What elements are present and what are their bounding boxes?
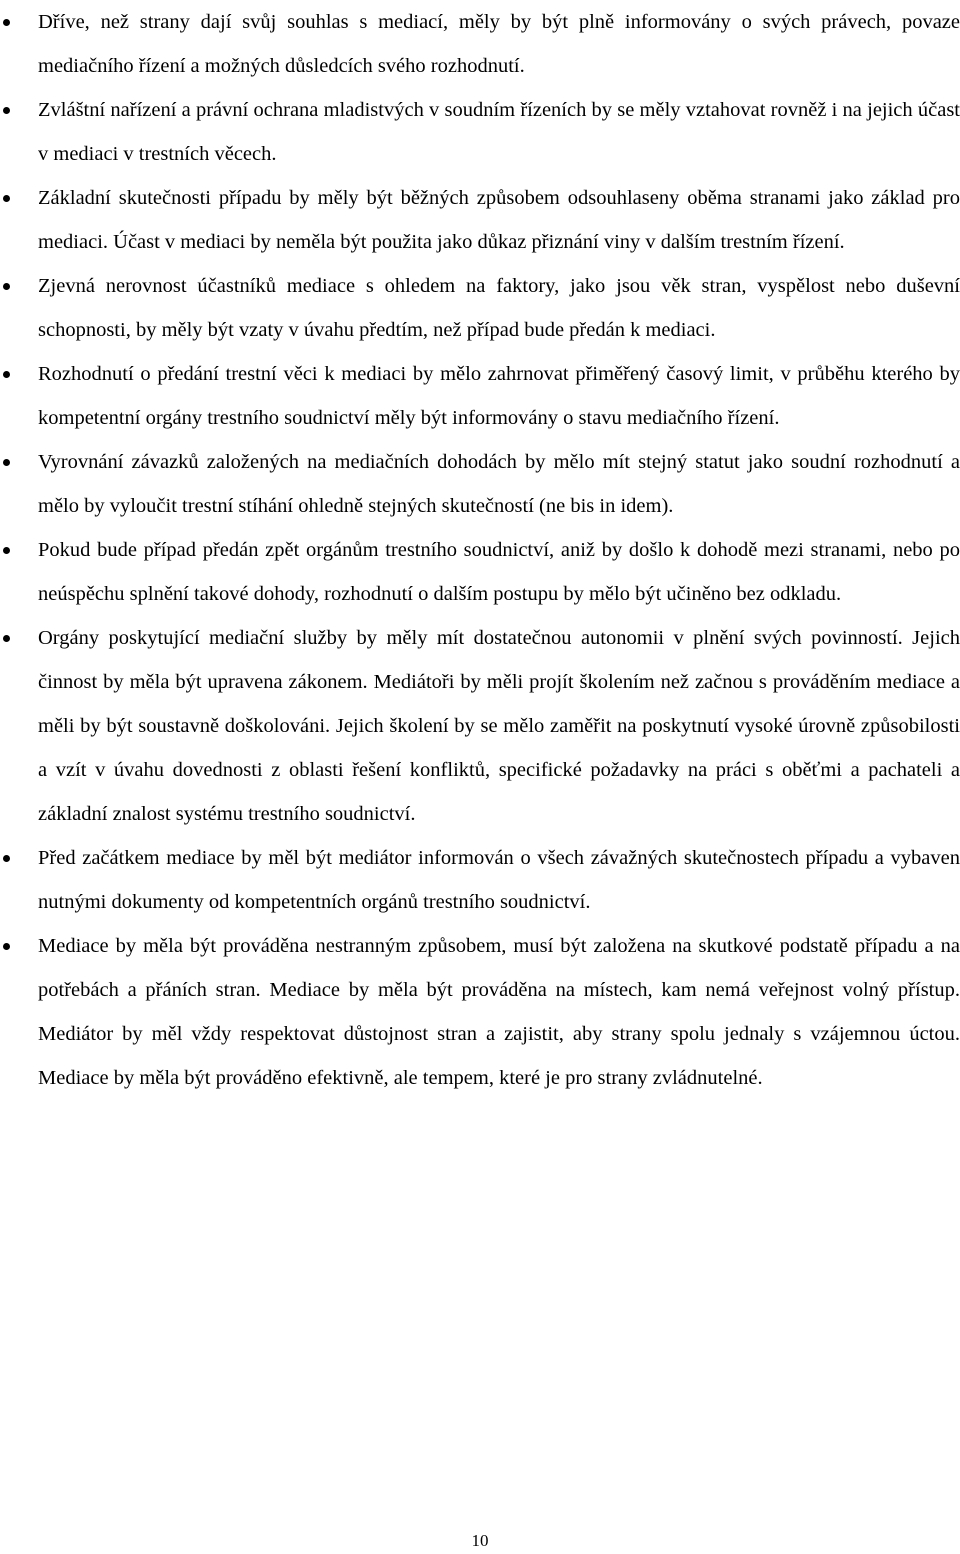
bullet-icon (3, 440, 13, 484)
list-item-text: Dříve, než strany dají svůj souhlas s mediací, měly by být plně informovány o svých právech, povaze mediačního řízení a možných důsledcích svého rozhodnutí. (38, 11, 960, 77)
list-item (0, 264, 960, 352)
bullet-icon (3, 616, 13, 660)
list-item (0, 0, 960, 88)
bullet-icon (3, 264, 13, 308)
bullet-icon (3, 88, 13, 132)
bullet-icon (3, 528, 13, 572)
list-item (0, 924, 960, 1100)
list-item-text: Mediace by měla být prováděna nestranným způsobem, musí být založena na skutkové podstatě případu a na potřebách a přáních stran. Mediace by měla být prováděna na místech, kam nemá veřejnost volný přístup. Mediátor by měl vždy respektovat důstojnost stran a zajistit, aby strany spolu jednaly s vzájemnou úctou. Mediace by měla být prováděno efektivně, ale tempem, které je pro strany zvládnutelné. (38, 935, 960, 1089)
list-item-text: Zvláštní nařízení a právní ochrana mladistvých v soudním řízeních by se měly vztahovat rovněž i na jejich účast v mediaci v trestních věcech. (38, 99, 960, 165)
page-number: 10 (471, 1531, 489, 1550)
list-item (0, 528, 960, 616)
list-item (0, 88, 960, 176)
list-item (0, 352, 960, 440)
list-item-text: Orgány poskytující mediační služby by měly mít dostatečnou autonomii v plnění svých povinností. Jejich činnost by měla být upravena zákonem. Mediátoři by měli projít školením než začnou s prováděním mediace a měli by být soustavně doškolováni. Jejich školení by se mělo zaměřit na poskytnutí vysoké úrovně způsobilosti a vzít v úvahu dovednosti z oblasti řešení konfliktů, specifické požadavky na práci s oběťmi a pachateli a základní znalost systému trestního soudnictví. (38, 627, 960, 825)
list-item-text: Pokud bude případ předán zpět orgánům trestního soudnictví, aniž by došlo k dohodě mezi stranami, nebo po neúspěchu splnění takové dohody, rozhodnutí o dalším postupu by mělo být učiněno bez odkladu. (38, 539, 960, 605)
list-item-text: Rozhodnutí o předání trestní věci k mediaci by mělo zahrnovat přiměřený časový limit, v průběhu kterého by kompetentní orgány trestního soudnictví měly být informovány o stavu mediačního řízení. (38, 363, 960, 429)
list-item-text: Základní skutečnosti případu by měly být běžných způsobem odsouhlaseny oběma stranami jako základ pro mediaci. Účast v mediaci by neměla být použita jako důkaz přiznání viny v dalším trestním řízení. (38, 187, 960, 253)
list-item (0, 836, 960, 924)
bullet-icon (3, 836, 13, 880)
list-item (0, 616, 960, 836)
list-item-text: Vyrovnání závazků založených na mediačních dohodách by mělo mít stejný statut jako soudní rozhodnutí a mělo by vyloučit trestní stíhání ohledně stejných skutečností (ne bis in idem). (38, 451, 960, 517)
bullet-icon (3, 924, 13, 968)
list-item (0, 176, 960, 264)
list-item-text: Zjevná nerovnost účastníků mediace s ohledem na faktory, jako jsou věk stran, vyspělost nebo duševní schopnosti, by měly být vzaty v úvahu předtím, než případ bude předán k mediaci. (38, 275, 960, 341)
bullet-icon (3, 0, 13, 44)
list-item-text: Před začátkem mediace by měl být mediátor informován o všech závažných skutečnostech případu a vybaven nutnými dokumenty od kompetentních orgánů trestního soudnictví. (38, 847, 960, 913)
bullet-icon (3, 352, 13, 396)
bullet-icon (3, 176, 13, 220)
list-item (0, 440, 960, 528)
